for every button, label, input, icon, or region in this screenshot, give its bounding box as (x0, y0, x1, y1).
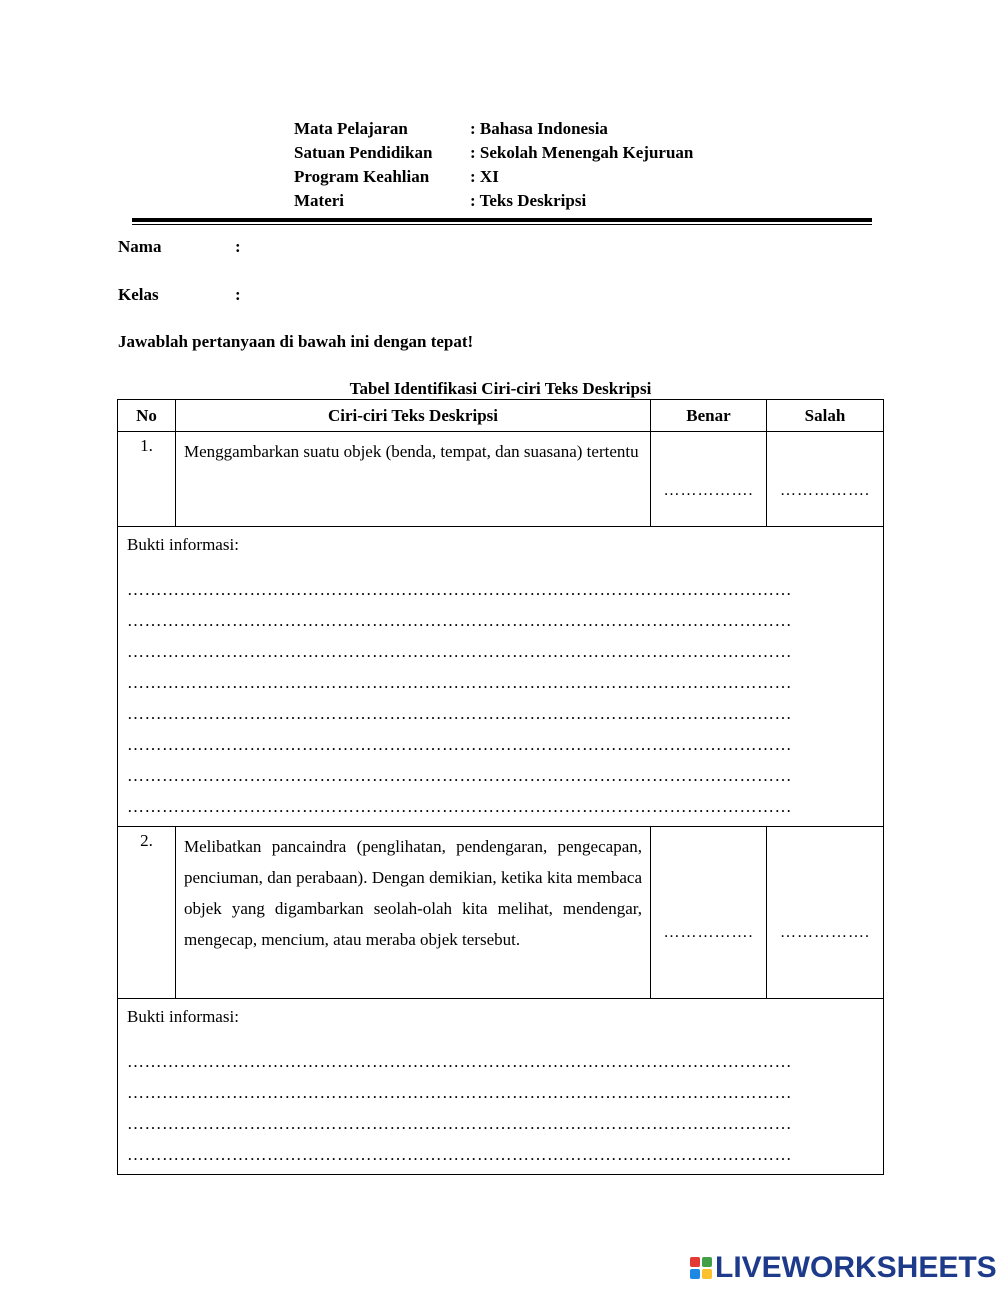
kelas-field[interactable] (118, 285, 241, 305)
header-divider-thin (132, 224, 872, 225)
bukti-cell (118, 999, 884, 1175)
answer-line[interactable]: …………………………………………………………………………………………………… (127, 797, 792, 816)
item-description: Melibatkan pancaindra (penglihatan, pendengaran, pengecapan, penciuman, dan perabaan). Dengan demikian, ketika kita membaca objek yang digambarkan seolah-olah kita melihat, mendengar, mengecap, mencium, atau meraba objek tersebut. (176, 827, 651, 999)
item-number: 1. (118, 432, 176, 527)
header-divider-thick (132, 218, 872, 222)
answer-line[interactable]: …………………………………………………………………………………………………… (127, 1052, 792, 1071)
header-row-program (294, 165, 693, 189)
item-number: 2. (118, 827, 176, 999)
nama-field[interactable] (118, 237, 241, 257)
header-row-materi (294, 189, 693, 213)
salah-answer-blank[interactable]: ……………. (767, 827, 884, 999)
col-header-benar: Benar (651, 400, 767, 432)
answer-line[interactable]: …………………………………………………………………………………………………… (127, 704, 792, 723)
kelas-colon: : (235, 285, 241, 304)
answer-line[interactable]: …………………………………………………………………………………………………… (127, 1083, 792, 1102)
item-description: Menggambarkan suatu objek (benda, tempat, dan suasana) tertentu (176, 432, 651, 527)
header-value: : XI (470, 167, 499, 186)
answer-line[interactable]: …………………………………………………………………………………………………… (127, 1114, 792, 1133)
header-value: : Bahasa Indonesia (470, 119, 608, 138)
answer-line[interactable]: …………………………………………………………………………………………………… (127, 766, 792, 785)
bukti-row (118, 527, 884, 827)
bukti-label: Bukti informasi: (127, 1007, 239, 1026)
col-header-ciri: Ciri-ciri Teks Deskripsi (176, 400, 651, 432)
identification-table (117, 399, 884, 1175)
answer-line[interactable]: …………………………………………………………………………………………………… (127, 1145, 792, 1164)
table-header-row (118, 400, 884, 432)
answer-line[interactable]: …………………………………………………………………………………………………… (127, 642, 792, 661)
header-key: Mata Pelajaran (294, 119, 408, 138)
bukti-cell (118, 527, 884, 827)
benar-answer-blank[interactable]: ……………. (651, 827, 767, 999)
header-key: Program Keahlian (294, 167, 430, 186)
table-caption: Tabel Identifikasi Ciri-ciri Teks Deskripsi (349, 379, 652, 398)
col-header-no: No (118, 400, 176, 432)
table-row (118, 827, 884, 999)
subject-header (294, 117, 693, 213)
header-value: : Sekolah Menengah Kejuruan (470, 143, 694, 162)
instruction-text: Jawablah pertanyaan di bawah ini dengan tepat! (118, 332, 474, 351)
nama-label: Nama (118, 237, 162, 256)
logo-wordmark: LIVEWORKSHEETS (715, 1251, 997, 1284)
answer-line[interactable]: …………………………………………………………………………………………………… (127, 580, 792, 599)
col-header-salah: Salah (767, 400, 884, 432)
liveworksheets-logo (690, 1251, 997, 1285)
benar-answer-blank[interactable]: ……………. (651, 432, 767, 527)
header-row-subject (294, 117, 693, 141)
answer-line[interactable]: …………………………………………………………………………………………………… (127, 611, 792, 630)
header-key: Materi (294, 191, 345, 210)
salah-answer-blank[interactable]: ……………. (767, 432, 884, 527)
answer-line[interactable]: …………………………………………………………………………………………………… (127, 735, 792, 754)
table-row (118, 432, 884, 527)
logo-mark-icon (690, 1257, 712, 1279)
header-key: Satuan Pendidikan (294, 143, 433, 162)
header-row-school (294, 141, 693, 165)
header-value: : Teks Deskripsi (470, 191, 587, 210)
answer-line[interactable]: …………………………………………………………………………………………………… (127, 673, 792, 692)
kelas-label: Kelas (118, 285, 159, 304)
nama-colon: : (235, 237, 241, 256)
bukti-row (118, 999, 884, 1175)
bukti-label: Bukti informasi: (127, 535, 239, 554)
